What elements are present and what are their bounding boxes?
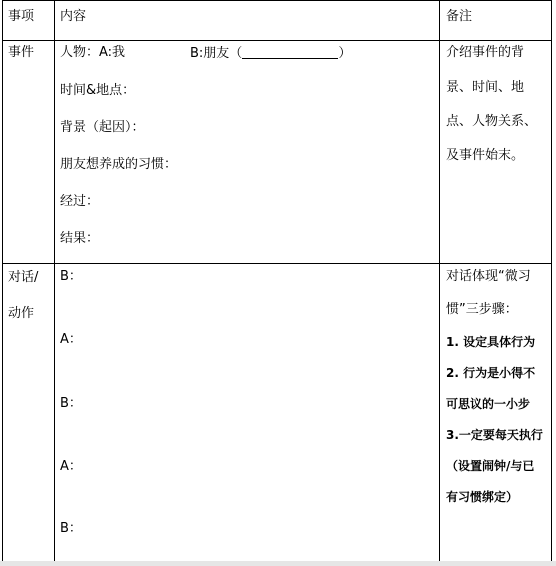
dialogue-entry: B：: [60, 396, 82, 411]
dialogue-entry: A：: [60, 459, 82, 474]
header-item: 事项: [8, 9, 35, 24]
persons-b-label: B:朋友（: [190, 46, 243, 61]
table-border-right: [551, 0, 552, 561]
event-note-line: 点、人物关系、: [446, 114, 538, 129]
persons-b-blank: [242, 45, 338, 59]
header-divider: [2, 40, 552, 41]
row-divider: [2, 263, 552, 264]
column-divider-2: [439, 0, 440, 561]
dialogue-note-intro: 对话体现“微习: [446, 269, 531, 284]
table-border-left: [2, 0, 3, 561]
event-label: 事件: [8, 45, 35, 60]
step-line: 有习惯绑定）: [446, 490, 519, 504]
dialogue-label-2: 动作: [8, 306, 35, 321]
event-note-line: 景、时间、地: [446, 80, 525, 95]
dialogue-note-intro: 惯”三步骤：: [446, 302, 518, 317]
bottom-scroll-edge: [0, 561, 556, 566]
result: 结果：: [60, 231, 100, 246]
table-border-top: [2, 0, 552, 1]
header-content: 内容: [60, 9, 87, 24]
dialogue-entry: B：: [60, 269, 82, 284]
header-notes: 备注: [446, 9, 473, 24]
dialogue-entry: B：: [60, 521, 82, 536]
step-line: 2. 行为是小得不: [446, 366, 536, 380]
step-line: 可思议的一小步: [446, 397, 531, 411]
step-line: 1. 设定具体行为: [446, 335, 536, 349]
step-line: （设置闹钟/与已: [446, 459, 535, 473]
background-cause: 背景（起因）：: [60, 120, 145, 135]
process: 经过：: [60, 194, 100, 209]
persons-a: 人物：A:我: [60, 45, 126, 60]
time-place: 时间&地点：: [60, 83, 136, 98]
column-divider-1: [54, 0, 55, 561]
dialogue-label-1: 对话/: [8, 270, 39, 285]
persons-b: [190, 45, 351, 62]
event-note-line: 介绍事件的背: [446, 45, 525, 60]
persons-b-close: ）: [338, 46, 352, 61]
dialogue-entry: A：: [60, 332, 82, 347]
event-note-line: 及事件始末。: [446, 148, 525, 163]
step-line: 3.一定要每天执行: [446, 428, 543, 442]
habit-to-form: 朋友想养成的习惯：: [60, 157, 178, 172]
